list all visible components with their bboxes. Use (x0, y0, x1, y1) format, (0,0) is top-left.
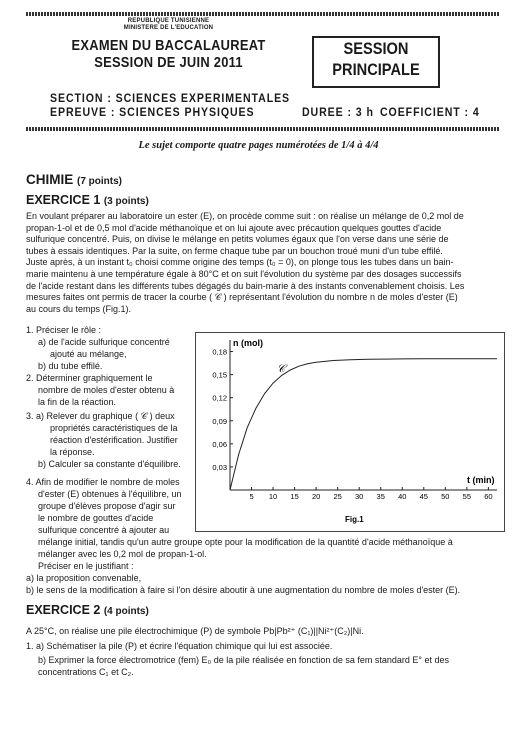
question-line: b) Calculer sa constante d'équilibre. (38, 459, 181, 469)
question-line: le nombre de gouttes d'acide (38, 513, 154, 523)
intro-line: mesures faites ont permis de tracer la courbe ( 𝒞 ) représentant l'évolution du nombre n de moles d'ester (E) (26, 292, 458, 303)
section-line: SECTION : SCIENCES EXPERIMENTALES (50, 93, 291, 105)
exercise2-title: EXERCICE 2 (26, 603, 101, 617)
question-line: d'ester (E) obtenues à l'équilibre, un (38, 489, 182, 499)
question-line: la fin de la réaction. (38, 397, 117, 407)
y-axis-label: n (mol) (233, 338, 263, 348)
intro-line: sulfurique concentré. Puis, on divise le mélange en petits volumes égaux que l'on verse dans une série de (26, 234, 449, 245)
intro-line: marie maintenu à une température égale à 80°C et on suit l'évolution du système par des dosages successifs (26, 268, 462, 279)
tick-group (212, 348, 492, 501)
coefficient-label: COEFFICIENT : 4 (380, 107, 480, 119)
y-tick-label: 0,03 (212, 462, 227, 472)
chart-frame (196, 333, 505, 532)
session-box-line-1: SESSION (343, 39, 409, 58)
x-tick-label: 45 (419, 492, 428, 501)
x-tick-label: 25 (333, 492, 342, 501)
y-tick-label: 0,12 (212, 393, 227, 403)
question-line: a) de l'acide sulfurique concentré (38, 337, 170, 347)
question-line: sulfurique concentré à ajouter au (38, 525, 170, 535)
question-line: a) la proposition convenable, (26, 573, 142, 583)
x-tick-label: 15 (290, 492, 299, 501)
intro-line: En voulant préparer au laboratoire un ester (E), on procède comme suit : on réalise un mélange de 0,2 mol de (26, 211, 464, 221)
intro-line: tubes à essais identiques. Par la suite, on ferme chaque tube par un bouchon troué muni d'un tube effilé. (26, 245, 443, 256)
question-line: 2. Déterminer graphiquement le (26, 373, 153, 383)
y-tick-label: 0,06 (212, 439, 227, 449)
x-tick-label: 50 (441, 492, 450, 501)
header-bottom-band (26, 127, 500, 131)
question-line: mélange initial, tandis qu'un autre groupe opte pour la modification de la quantité d'acide méthanoïque à (38, 537, 453, 547)
ex2-line: A 25°C, on réalise une pile électrochimique (P) de symbole Pb|Pb²⁺ (C₁)||Ni²⁺(C₂)|Ni. (26, 626, 364, 636)
question-line: b) le sens de la modification à faire si l'on désire aboutir à une augmentation du nombre de moles d'ester (E). (26, 585, 461, 595)
exercise2-heading (26, 603, 149, 617)
question-line: propriétés caractéristiques de la (50, 423, 178, 433)
question-line: Préciser en le justifiant : (38, 561, 134, 571)
exercise1-heading (26, 193, 149, 207)
ex2-line: b) Exprimer la force électromotrice (fem) E₀ de la pile réalisée en fonction de sa fem standard E° et des (38, 655, 450, 666)
curve-label: 𝒞 (277, 363, 286, 375)
question-line: réaction d'estérification. Justifier (50, 435, 178, 445)
x-tick-label: 55 (462, 492, 472, 501)
figure-1-chart (195, 332, 505, 532)
y-tick-label: 0,15 (212, 370, 227, 380)
question-line: b) du tube effilé. (38, 361, 103, 371)
x-tick-label: 40 (398, 492, 407, 501)
chimie-points: (7 points) (77, 176, 123, 187)
question-line: ajouté au mélange, (50, 349, 127, 359)
question-line: 4. Afin de modifier le nombre de moles (26, 477, 180, 487)
x-tick-label: 30 (355, 492, 364, 501)
exercise1-title: EXERCICE 1 (26, 193, 101, 207)
x-axis-label: t (min) (467, 475, 495, 485)
exam-title: EXAMEN DU BACCALAUREAT (71, 37, 266, 54)
ex2-line: concentrations C₁ et C₂. (38, 666, 134, 677)
ministry-label: MINISTERE DE L'EDUCATION (123, 25, 214, 31)
intro-line: au cours du temps (Fig.1). (26, 303, 132, 314)
question-line: groupe d'élèves propose d'agir sur (38, 501, 176, 511)
chimie-heading (26, 172, 122, 187)
intro-line: Juste après, à un instant t₀ choisi comme origine des temps (t₀ = 0), on plonge tous les tubes dans un bain- (26, 257, 454, 268)
y-tick-label: 0,09 (212, 416, 227, 426)
x-tick-label: 10 (268, 492, 278, 501)
intro-line: propan-1-ol et de 0,5 mol d'acide méthanoïque et on lui ajoute avec précaution quelques gouttes d'acide (26, 222, 442, 233)
exercise1-intro (26, 211, 506, 315)
question-line: mélanger avec les 0,2 mol de propan-1-ol. (38, 549, 207, 559)
question-line: nombre de moles d'ester obtenu à (38, 385, 175, 395)
exercise1-points: (3 points) (103, 196, 149, 207)
x-tick-label: 20 (311, 492, 321, 501)
question-line: 3. a) Relever du graphique ( 𝒞 ) deux (26, 411, 175, 421)
duree-label: DUREE : 3 h (302, 107, 374, 119)
exercise2-body (26, 626, 506, 678)
x-tick-label: 35 (376, 492, 385, 501)
question-line: 1. Préciser le rôle : (26, 325, 102, 335)
exercise2-points: (4 points) (103, 606, 149, 617)
session-box-line-2: PRINCIPALE (332, 60, 420, 79)
y-tick-label: 0,18 (212, 347, 227, 357)
figure-caption: Fig.1 (345, 515, 364, 524)
session-box (312, 36, 440, 88)
x-tick-label: 60 (484, 492, 493, 501)
x-tick-label: 5 (249, 492, 254, 501)
republic-label: REPUBLIQUE TUNISIENNE (127, 18, 210, 24)
session-date: SESSION DE JUIN 2011 (94, 54, 243, 71)
series-curve (230, 359, 497, 490)
question-line: la réponse. (50, 447, 95, 457)
ex2-line: 1. a) Schématiser la pile (P) et écrire l'équation chimique qui lui est associée. (26, 640, 333, 651)
intro-line: de l'acide restant dans les différents tubes dégagés du bain-marie à des instants convenablement choisis. Les (26, 280, 465, 291)
epreuve-line: EPREUVE : SCIENCES PHYSIQUES (50, 107, 255, 119)
chimie-label: CHIMIE (26, 172, 74, 187)
page-subtitle: Le sujet comporte quatre pages numérotées de 1/4 à 4/4 (138, 140, 379, 151)
